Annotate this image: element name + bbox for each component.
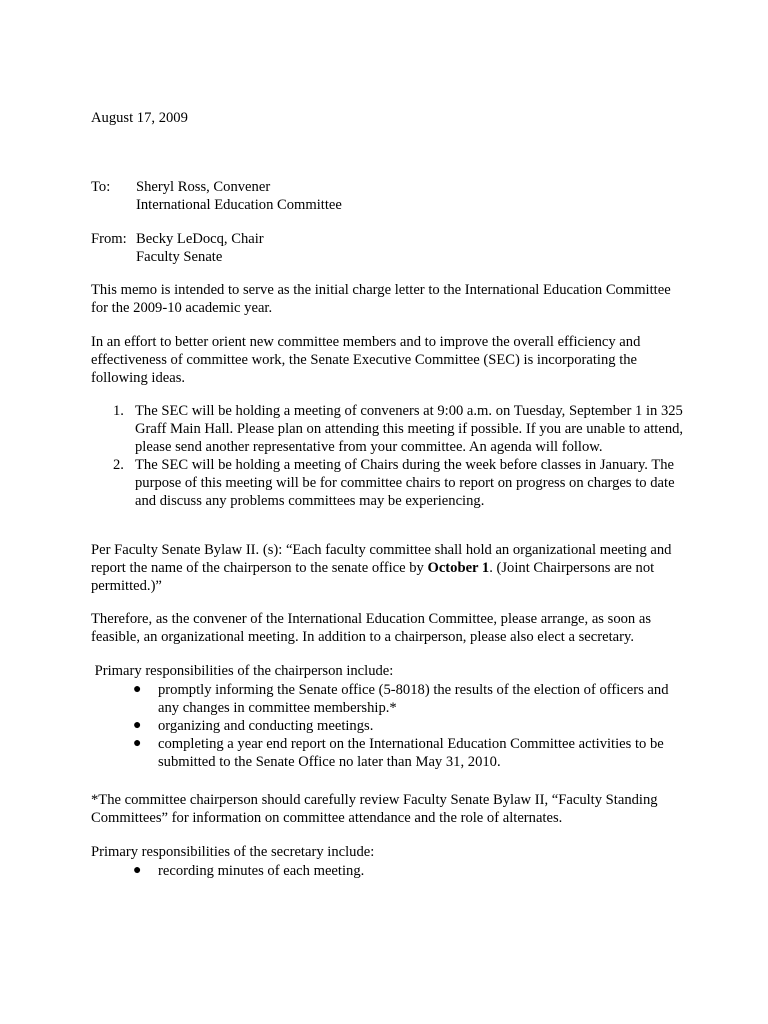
list-item [91,862,691,880]
bullet-icon: ● [133,718,142,733]
list-item [91,681,691,717]
list-item-text: The SEC will be holding a meeting of conveners at 9:00 a.m. on Tuesday, September 1 in 325 Graff Main Hall. Please plan on attending this meeting if possible. If you are unable to attend, please send another representative from your committee. An agenda will follow. [135,403,684,455]
list-item-text: promptly informing the Senate office (5-8018) the results of the election of officers and any changes in committee membership.* [158,682,669,716]
list-item [91,717,691,735]
from-department: Faculty Senate [136,249,223,265]
list-item [91,456,691,510]
bullet-icon: ● [133,863,142,878]
bylaw-paragraph [91,541,691,595]
from-field [91,230,691,266]
list-item-text: organizing and conducting meetings. [158,718,374,734]
from-label: From: [91,231,127,247]
to-field [91,178,691,214]
footnote-paragraph: *The committee chairperson should carefully review Faculty Senate Bylaw II, “Faculty Standing Committees” for information on committee attendance and the role of alternates. [91,792,658,826]
orientation-paragraph: In an effort to better orient new committee members and to improve the overall efficiency and effectiveness of committee work, the Senate Executive Committee (SEC) is incorporating the following ideas. [91,334,641,386]
chair-responsibilities-list [91,681,691,771]
memo-date: August 17, 2009 [91,110,188,126]
bullet-icon: ● [133,736,142,751]
to-committee: International Education Committee [136,197,342,213]
secretary-responsibilities-list [91,862,691,880]
list-item [91,402,691,456]
list-item-text: recording minutes of each meeting. [158,863,365,879]
to-recipient: Sheryl Ross, Convener [136,179,271,195]
therefore-paragraph: Therefore, as the convener of the International Education Committee, please arrange, as soon as feasible, an organizational meeting. In addition to a chairperson, please also elect a secretary. [91,611,652,645]
list-item-text: completing a year end report on the International Education Committee activities to be submitted to the Senate Office no later than May 31, 2010. [158,736,664,770]
bullet-icon: ● [133,682,142,697]
secretary-responsibilities-heading: Primary responsibilities of the secretary include: [91,844,375,860]
intro-paragraph: This memo is intended to serve as the initial charge letter to the International Education Committee for the 2009-10 academic year. [91,282,671,316]
ideas-list [91,402,691,510]
chair-responsibilities-heading: Primary responsibilities of the chairperson include: [91,663,394,679]
bylaw-text-before: Per Faculty Senate Bylaw II. (s): “Each faculty committee shall hold an organizational meeting and report the name of the chairperson to the senate office by [91,542,672,576]
list-item-number: 2. [113,457,124,473]
from-sender: Becky LeDocq, Chair [136,231,264,247]
from-value [136,230,656,266]
bylaw-text-after: . (Joint Chairpersons are not permitted.)” [91,560,655,594]
list-item-number: 1. [113,403,124,419]
list-item [91,735,691,771]
to-value [136,178,656,214]
list-item-text: The SEC will be holding a meeting of Chairs during the week before classes in January. The purpose of this meeting will be for committee chairs to report on progress on charges to date and discuss any problems committees may be experiencing. [135,457,675,509]
to-label: To: [91,179,111,195]
bylaw-deadline: October 1 [427,560,490,576]
